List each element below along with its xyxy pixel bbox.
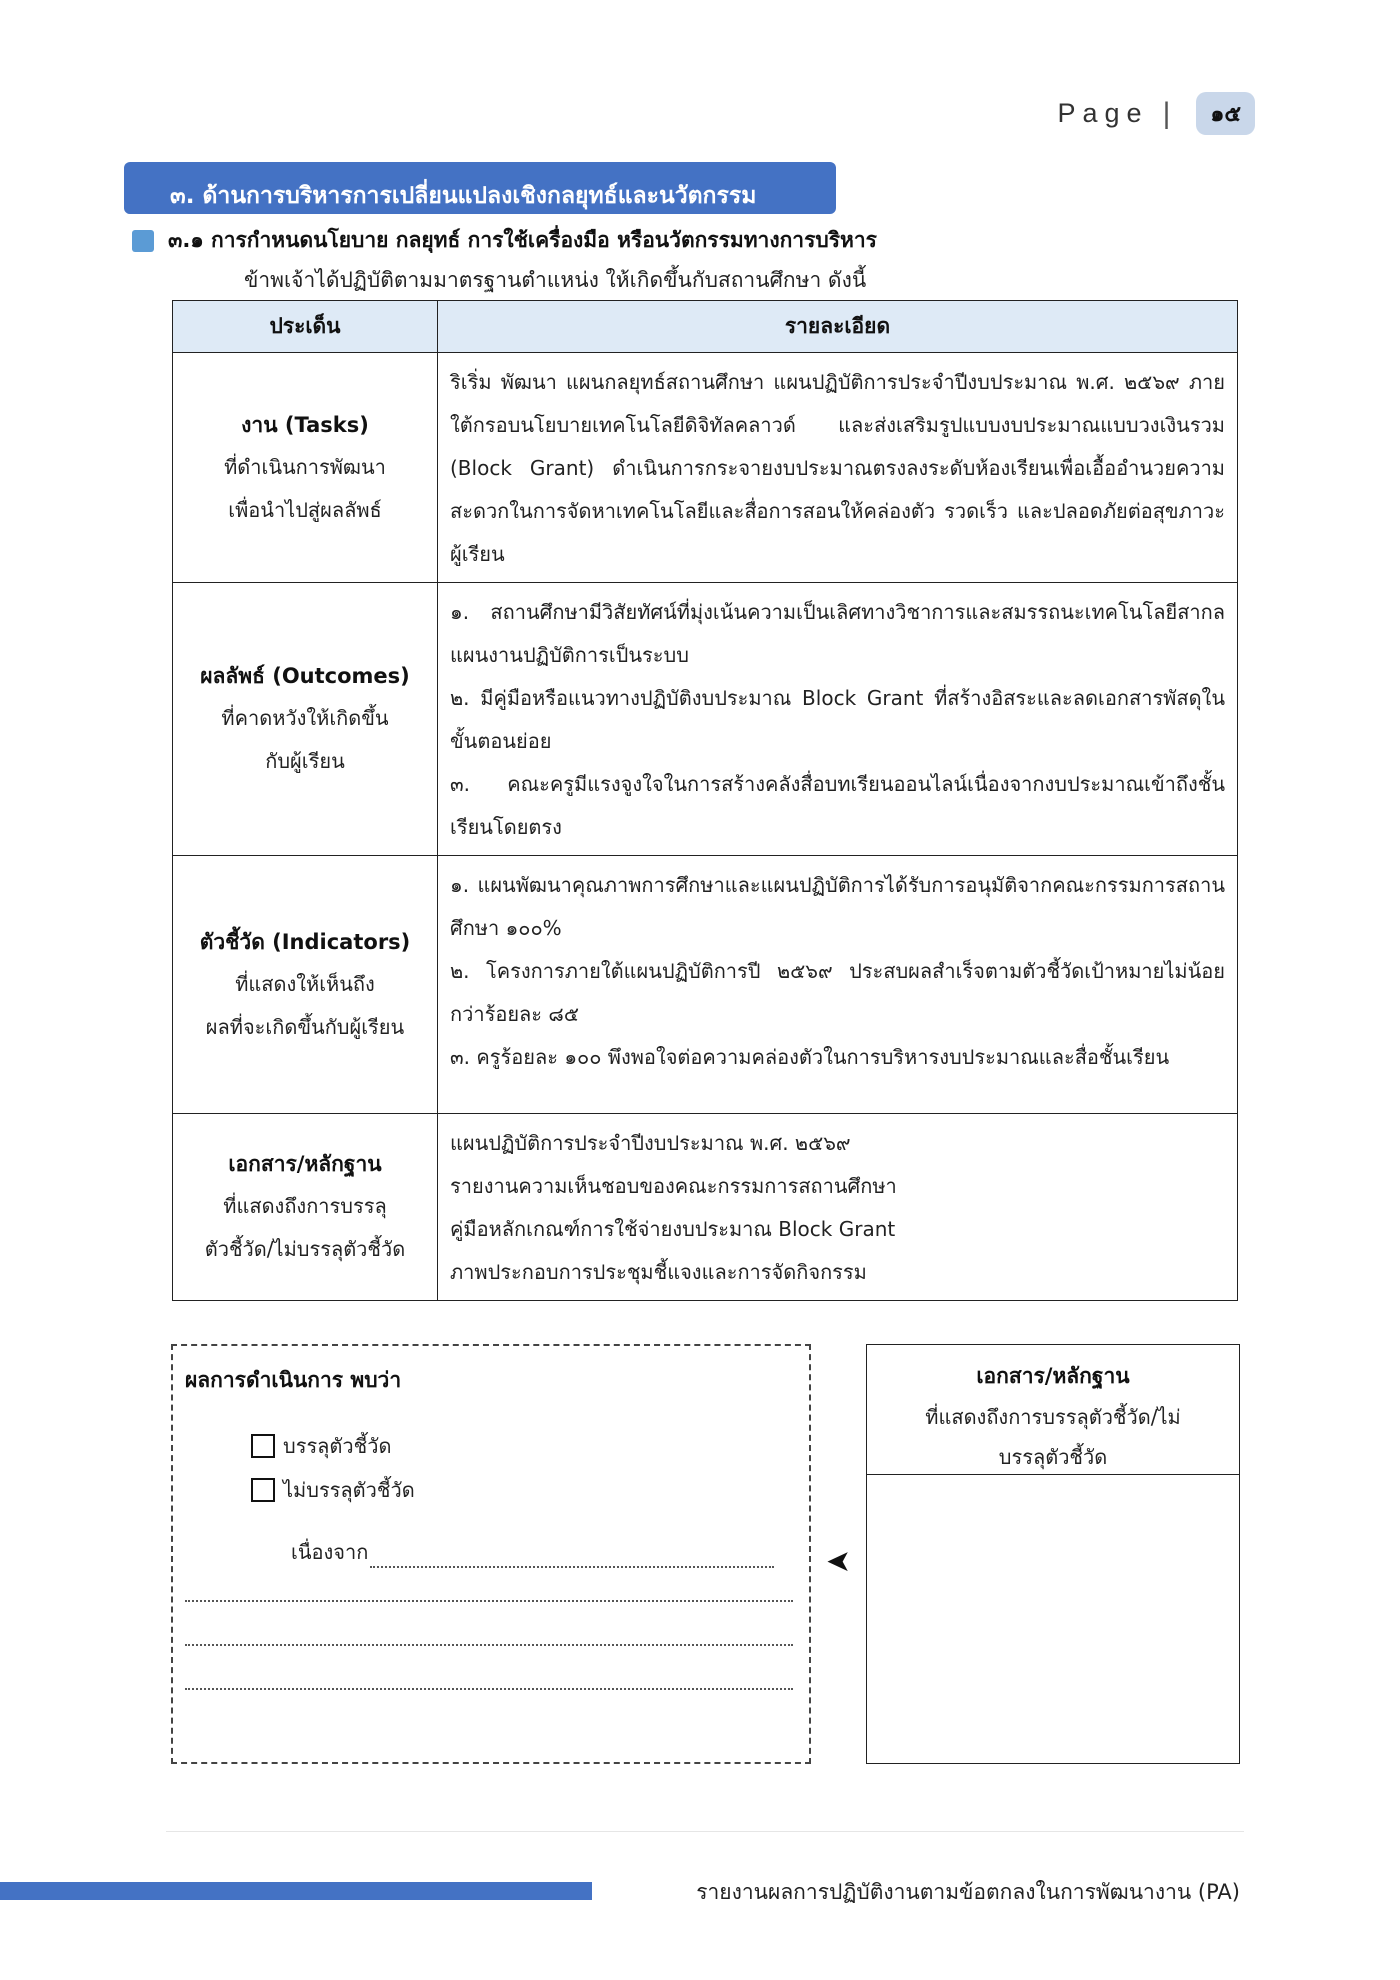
detail-item: ๒. โครงการภายใต้แผนปฏิบัติการปี ๒๕๖๙ ประสบผลสำเร็จตามตัวชี้วัดเป้าหมายไม่น้อยกว่าร้อยละ ๘๕	[450, 959, 1225, 1026]
row-label-cell	[173, 856, 438, 1114]
subsection-title: ๓.๑ การกำหนดนโยบาย กลยุทธ์ การใช้เครื่องมือ หรือนวัตกรรมทางการบริหาร	[168, 228, 877, 252]
footer-text: รายงานผลการปฏิบัติงานตามข้อตกลงในการพัฒนางาน (PA)	[696, 1880, 1240, 1904]
evidence-subline: ที่แสดงถึงการบรรลุตัวชี้วัด/ไม่	[925, 1405, 1181, 1429]
detail-item: แผนปฏิบัติการประจำปีงบประมาณ พ.ศ. ๒๕๖๙	[450, 1131, 851, 1155]
intro-text: ข้าพเจ้าได้ปฏิบัติตามมาตรฐานตำแหน่ง ให้เกิดขึ้นกับสถานศึกษา ดังนี้	[244, 268, 867, 292]
page-header	[1058, 92, 1255, 135]
option-achieved[interactable]	[251, 1430, 391, 1462]
row-detail-cell	[438, 856, 1238, 1114]
row-subline: เพื่อนำไปสู่ผลลัพธ์	[228, 497, 382, 522]
evidence-box	[866, 1344, 1240, 1764]
result-title: ผลการดำเนินการ พบว่า	[185, 1368, 402, 1392]
detail-item: ภาพประกอบการประชุมชี้แจงและการจัดกิจกรรม	[450, 1260, 867, 1284]
achieved-checkbox[interactable]	[251, 1434, 275, 1458]
evidence-heading-area	[867, 1345, 1239, 1475]
row-detail-cell	[438, 583, 1238, 856]
page-word: Page	[1057, 98, 1149, 128]
row-subline: ที่ดำเนินการพัฒนา	[224, 454, 386, 479]
page-number-badge: ๑๕	[1196, 92, 1255, 135]
reason-field[interactable]	[291, 1536, 774, 1568]
column-header-topic: ประเด็น	[173, 301, 438, 353]
table-row-tasks	[173, 353, 1238, 583]
row-subline: ผลที่จะเกิดขึ้นกับผู้เรียน	[205, 1014, 405, 1039]
arrow-left-icon: ➤	[826, 1544, 852, 1579]
row-label-cell	[173, 1114, 438, 1301]
not-achieved-checkbox[interactable]	[251, 1478, 275, 1502]
row-label: งาน (Tasks)	[241, 412, 369, 437]
table-header-row	[173, 301, 1238, 353]
footer-accent-bar	[0, 1882, 592, 1900]
section-banner: ๓. ด้านการบริหารการเปลี่ยนแปลงเชิงกลยุทธ์และนวัตกรรม	[124, 162, 836, 214]
option-not-achieved[interactable]	[251, 1474, 415, 1506]
evidence-heading: เอกสาร/หลักฐาน	[976, 1364, 1130, 1388]
row-detail-cell	[438, 353, 1238, 583]
reason-label: เนื่องจาก	[291, 1540, 369, 1564]
square-bullet-icon	[132, 230, 154, 252]
column-header-detail: รายละเอียด	[438, 301, 1238, 353]
table-row-outcomes	[173, 583, 1238, 856]
row-label: เอกสาร/หลักฐาน	[228, 1152, 382, 1176]
reason-dotted-line[interactable]	[370, 1546, 774, 1568]
dotted-fill-line[interactable]	[185, 1644, 793, 1646]
detail-item: ๒. มีคู่มือหรือแนวทางปฏิบัติงบประมาณ Block Grant ที่สร้างอิสระและลดเอกสารพัสดุในขั้นตอนย่อย	[450, 686, 1225, 753]
row-label-cell	[173, 583, 438, 856]
row-subline: กับผู้เรียน	[265, 749, 345, 773]
achieved-label: บรรลุตัวชี้วัด	[283, 1434, 392, 1458]
row-subline: ที่คาดหวังให้เกิดขึ้น	[221, 706, 389, 730]
evidence-attachment-area[interactable]	[867, 1475, 1239, 1761]
standards-table	[172, 300, 1238, 1301]
dotted-fill-line[interactable]	[185, 1600, 793, 1602]
detail-item: ๓. ครูร้อยละ ๑๐๐ พึงพอใจต่อความคล่องตัวในการบริหารงบประมาณและสื่อชั้นเรียน	[450, 1045, 1170, 1069]
row-label: ผลลัพธ์ (Outcomes)	[200, 664, 410, 688]
detail-paragraph: ริเริ่ม พัฒนา แผนกลยุทธ์สถานศึกษา แผนปฏิบัติการประจำปีงบประมาณ พ.ศ. ๒๕๖๙ ภายใต้กรอบนโยบายเทคโนโลยีดิจิทัลคลาวด์ และส่งเสริมรูปแบบงบประมาณแบบวงเงินรวม (Block Grant) ดำเนินการกระจายงบประมาณตรงลงระดับห้องเรียนเพื่อเอื้ออำนวยความสะดวกในการจัดหาเทคโนโลยีและสื่อการสอนให้คล่องตัว รวดเร็ว และปลอดภัยต่อสุขภาวะผู้เรียน	[450, 370, 1225, 566]
detail-item: ๓. คณะครูมีแรงจูงใจในการสร้างคลังสื่อบทเรียนออนไลน์เนื่องจากงบประมาณเข้าถึงชั้นเรียนโดยตรง	[450, 772, 1225, 839]
evidence-subline: บรรลุตัวชี้วัด	[998, 1445, 1108, 1469]
row-subline: ตัวชี้วัด/ไม่บรรลุตัวชี้วัด	[204, 1237, 406, 1261]
detail-item: ๑. แผนพัฒนาคุณภาพการศึกษาและแผนปฏิบัติการได้รับการอนุมัติจากคณะกรรมการสถานศึกษา ๑๐๐%	[450, 873, 1225, 940]
row-detail-cell	[438, 1114, 1238, 1301]
detail-item: คู่มือหลักเกณฑ์การใช้จ่ายงบประมาณ Block Grant	[450, 1217, 896, 1241]
footer-divider	[166, 1831, 1244, 1832]
dotted-fill-line[interactable]	[185, 1688, 793, 1690]
row-subline: ที่แสดงถึงการบรรลุ	[223, 1194, 387, 1218]
row-label: ตัวชี้วัด (Indicators)	[199, 929, 411, 954]
row-subline: ที่แสดงให้เห็นถึง	[235, 971, 375, 996]
table-row-indicators	[173, 856, 1238, 1114]
not-achieved-label: ไม่บรรลุตัวชี้วัด	[283, 1478, 415, 1502]
table-row-evidence	[173, 1114, 1238, 1301]
detail-item: ๑. สถานศึกษามีวิสัยทัศน์ที่มุ่งเน้นความเป็นเลิศทางวิชาการและสมรรถนะเทคโนโลยีสากล แผนงานปฏิบัติการเป็นระบบ	[450, 600, 1225, 667]
detail-item: รายงานความเห็นชอบของคณะกรรมการสถานศึกษา	[450, 1174, 897, 1198]
row-label-cell	[173, 353, 438, 583]
subsection-heading	[132, 224, 877, 257]
page-separator: |	[1162, 96, 1171, 130]
result-box	[171, 1344, 811, 1764]
